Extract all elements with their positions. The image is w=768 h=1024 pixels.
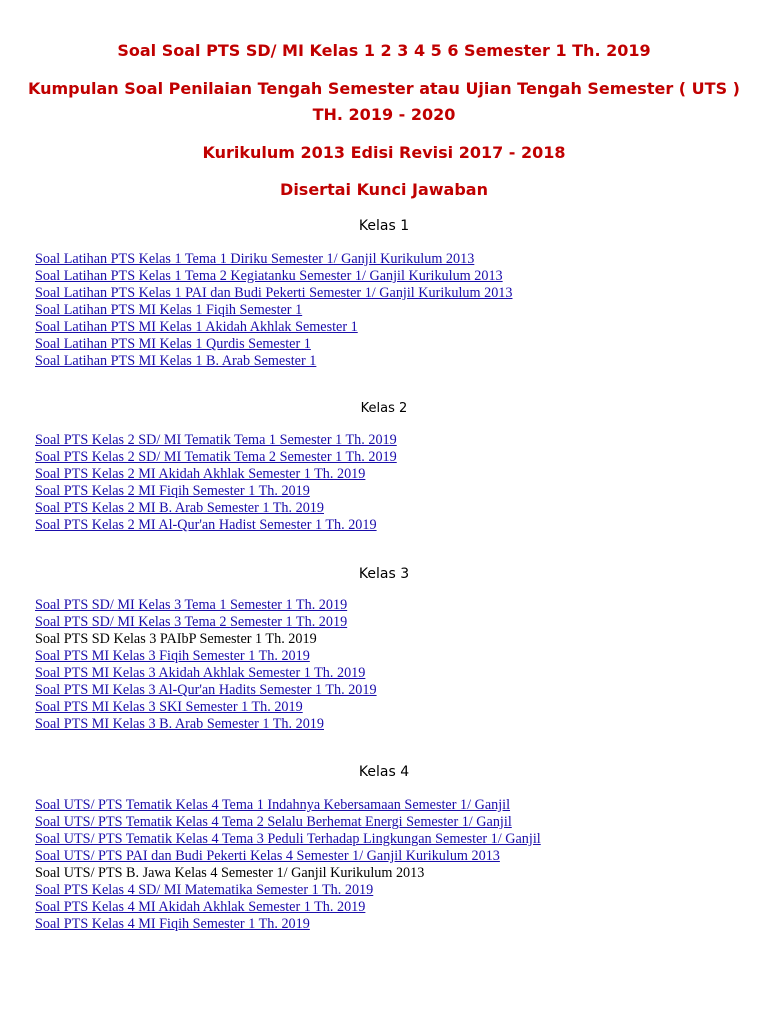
link-kelas-2-item-1[interactable]: Soal PTS Kelas 2 SD/ MI Tematik Tema 1 Semester 1 Th. 2019 (35, 432, 397, 448)
list-item (35, 614, 377, 631)
page-title: Soal Soal PTS SD/ MI Kelas 1 2 3 4 5 6 Semester 1 Th. 2019 (117, 41, 651, 60)
list-item (35, 285, 512, 302)
link-kelas-3-item-7[interactable]: Soal PTS MI Kelas 3 SKI Semester 1 Th. 2019 (35, 699, 303, 715)
link-kelas-3-item-2[interactable]: Soal PTS SD/ MI Kelas 3 Tema 2 Semester 1 Th. 2019 (35, 614, 348, 630)
link-list-kelas-2 (35, 432, 397, 534)
curriculum-title: Kurikulum 2013 Edisi Revisi 2017 - 2018 (202, 143, 566, 162)
link-kelas-2-item-5[interactable]: Soal PTS Kelas 2 MI B. Arab Semester 1 Th. 2019 (35, 500, 324, 516)
list-item (35, 631, 377, 648)
text-kelas-3-item-3: Soal PTS SD Kelas 3 PAIbP Semester 1 Th. 2019 (35, 631, 317, 647)
link-kelas-1-item-5[interactable]: Soal Latihan PTS MI Kelas 1 Akidah Akhlak Semester 1 (35, 319, 358, 335)
list-item (35, 517, 397, 534)
list-item (35, 251, 512, 268)
link-kelas-4-item-3[interactable]: Soal UTS/ PTS Tematik Kelas 4 Tema 3 Peduli Terhadap Lingkungan Semester 1/ Ganjil (35, 831, 541, 847)
list-item (35, 500, 397, 517)
link-list-kelas-1 (35, 251, 512, 370)
link-kelas-2-item-2[interactable]: Soal PTS Kelas 2 SD/ MI Tematik Tema 2 Semester 1 Th. 2019 (35, 449, 397, 465)
list-item (35, 797, 541, 814)
link-kelas-1-item-1[interactable]: Soal Latihan PTS Kelas 1 Tema 1 Diriku Semester 1/ Ganjil Kurikulum 2013 (35, 251, 475, 267)
link-kelas-4-item-4[interactable]: Soal UTS/ PTS PAI dan Budi Pekerti Kelas 4 Semester 1/ Ganjil Kurikulum 2013 (35, 848, 500, 864)
link-kelas-2-item-6[interactable]: Soal PTS Kelas 2 MI Al-Qur'an Hadist Semester 1 Th. 2019 (35, 517, 377, 533)
list-item (35, 597, 377, 614)
link-kelas-3-item-6[interactable]: Soal PTS MI Kelas 3 Al-Qur'an Hadits Semester 1 Th. 2019 (35, 682, 377, 698)
section-heading-kelas-1: Kelas 1 (358, 218, 410, 234)
link-kelas-4-item-2[interactable]: Soal UTS/ PTS Tematik Kelas 4 Tema 2 Selalu Berhemat Energi Semester 1/ Ganjil (35, 814, 512, 830)
link-kelas-1-item-2[interactable]: Soal Latihan PTS Kelas 1 Tema 2 Kegiatanku Semester 1/ Ganjil Kurikulum 2013 (35, 268, 503, 284)
list-item (35, 848, 541, 865)
list-item (35, 699, 377, 716)
link-kelas-3-item-5[interactable]: Soal PTS MI Kelas 3 Akidah Akhlak Semester 1 Th. 2019 (35, 665, 366, 681)
list-item (35, 865, 541, 882)
text-kelas-4-item-5: Soal UTS/ PTS B. Jawa Kelas 4 Semester 1/ Ganjil Kurikulum 2013 (35, 865, 425, 881)
list-item (35, 831, 541, 848)
section-heading-kelas-4: Kelas 4 (358, 764, 410, 780)
link-kelas-4-item-7[interactable]: Soal PTS Kelas 4 MI Akidah Akhlak Semester 1 Th. 2019 (35, 899, 366, 915)
list-item (35, 449, 397, 466)
list-item (35, 648, 377, 665)
list-item (35, 336, 512, 353)
page-subtitle-year: TH. 2019 - 2020 (312, 105, 456, 124)
list-item (35, 899, 541, 916)
link-list-kelas-3 (35, 597, 377, 733)
list-item (35, 466, 397, 483)
answer-key-title: Disertai Kunci Jawaban (280, 180, 488, 199)
list-item (35, 716, 377, 733)
link-list-kelas-4 (35, 797, 541, 933)
page-subtitle: Kumpulan Soal Penilaian Tengah Semester atau Ujian Tengah Semester ( UTS ) (28, 79, 740, 98)
list-item (35, 882, 541, 899)
list-item (35, 432, 397, 449)
list-item (35, 682, 377, 699)
link-kelas-3-item-4[interactable]: Soal PTS MI Kelas 3 Fiqih Semester 1 Th. 2019 (35, 648, 310, 664)
link-kelas-4-item-6[interactable]: Soal PTS Kelas 4 SD/ MI Matematika Semester 1 Th. 2019 (35, 882, 374, 898)
link-kelas-4-item-1[interactable]: Soal UTS/ PTS Tematik Kelas 4 Tema 1 Indahnya Kebersamaan Semester 1/ Ganjil (35, 797, 511, 813)
list-item (35, 483, 397, 500)
link-kelas-4-item-8[interactable]: Soal PTS Kelas 4 MI Fiqih Semester 1 Th. 2019 (35, 916, 310, 932)
link-kelas-2-item-3[interactable]: Soal PTS Kelas 2 MI Akidah Akhlak Semester 1 Th. 2019 (35, 466, 366, 482)
list-item (35, 319, 512, 336)
section-heading-kelas-3: Kelas 3 (358, 566, 410, 582)
list-item (35, 268, 512, 285)
list-item (35, 814, 541, 831)
section-heading-kelas-2: Kelas 2 (360, 401, 408, 416)
link-kelas-1-item-7[interactable]: Soal Latihan PTS MI Kelas 1 B. Arab Semester 1 (35, 353, 317, 369)
list-item (35, 353, 512, 370)
link-kelas-1-item-4[interactable]: Soal Latihan PTS MI Kelas 1 Fiqih Semester 1 (35, 302, 303, 318)
list-item (35, 665, 377, 682)
link-kelas-3-item-1[interactable]: Soal PTS SD/ MI Kelas 3 Tema 1 Semester 1 Th. 2019 (35, 597, 348, 613)
link-kelas-1-item-3[interactable]: Soal Latihan PTS Kelas 1 PAI dan Budi Pekerti Semester 1/ Ganjil Kurikulum 2013 (35, 285, 513, 301)
link-kelas-3-item-8[interactable]: Soal PTS MI Kelas 3 B. Arab Semester 1 Th. 2019 (35, 716, 324, 732)
link-kelas-2-item-4[interactable]: Soal PTS Kelas 2 MI Fiqih Semester 1 Th. 2019 (35, 483, 310, 499)
link-kelas-1-item-6[interactable]: Soal Latihan PTS MI Kelas 1 Qurdis Semester 1 (35, 336, 311, 352)
list-item (35, 916, 541, 933)
list-item (35, 302, 512, 319)
